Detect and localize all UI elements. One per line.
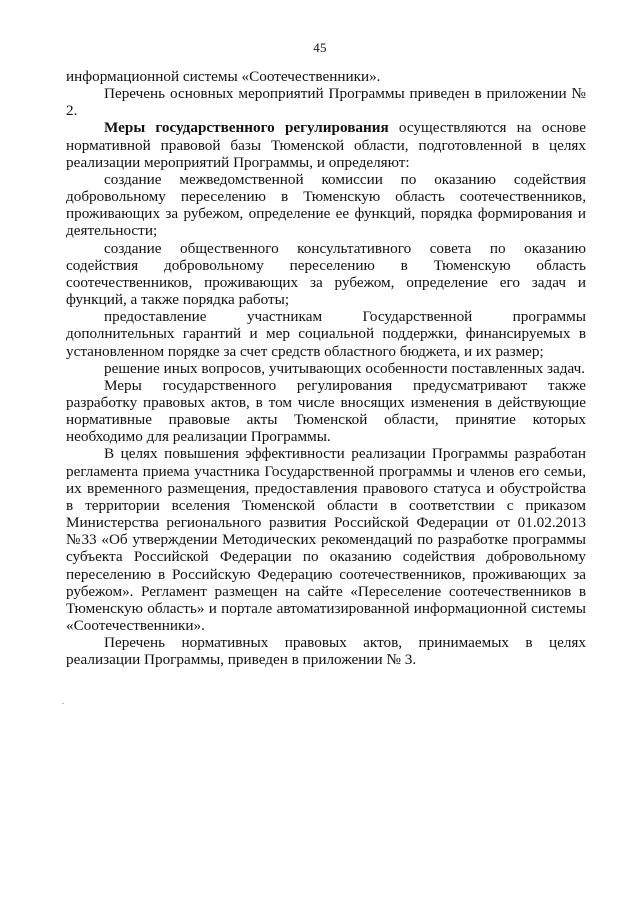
paragraph-regulation-measures bbox=[66, 119, 586, 170]
paragraph-text: информационной системы «Соотечественники». bbox=[66, 68, 381, 85]
document-body bbox=[66, 68, 586, 668]
paragraph-text: Меры государственного регулирования предусматривают также разработку правовых актов, в том числе вносящих изменения в действующие нормативные правовые акты Тюменской области, принятие которых необходимо для реализации Программы. bbox=[66, 376, 586, 446]
page-number: 45 bbox=[313, 40, 327, 55]
paragraph-continuation bbox=[66, 68, 586, 85]
paragraph-text: В целях повышения эффективности реализации Программы разработан регламента приема участника Государственной программы и членов его семьи, их временного размещения, предоставления правового статуса и обустройства в территории вселения Тюменской области в соответствии с приказом Министерства регионального развития Российской Федерации от 01.02.2013 №33 «Об утверждении Методических рекомендаций по разработке программы субъекта Российской Федерации по оказанию содействия добровольному переселению в Российскую Федерацию соотечественников, проживающих за рубежом». Регламент размещен на сайте «Переселение соотечественников в Тюменскую область» и портале автоматизированной информационной системы «Соотечественники». bbox=[66, 445, 586, 634]
bold-lead: Меры государственного регулирования bbox=[104, 119, 389, 137]
paragraph-guarantees bbox=[66, 308, 586, 359]
paragraph-reglament bbox=[66, 445, 586, 634]
paragraph-other-issues bbox=[66, 360, 586, 377]
paragraph-text: создание межведомственной комиссии по оказанию содействия добровольному переселению в Тюменскую область соотечественников, проживающих за рубежом, определение ее функций, порядка формирования и деятельности; bbox=[66, 170, 586, 240]
paragraph-appendix-3 bbox=[66, 634, 586, 668]
paragraph-appendix-2 bbox=[66, 85, 586, 119]
paragraph-text: предоставление участникам Государственной программы дополнительных гарантий и мер социальной поддержки, финансируемых в установленном порядке за счет средств областного бюджета, и их размер; bbox=[66, 308, 586, 360]
paragraph-text: решение иных вопросов, учитывающих особенности поставленных задач. bbox=[104, 359, 586, 377]
paragraph-text: Перечень нормативных правовых актов, принимаемых в целях реализации Программы, приведен в приложении № 3. bbox=[66, 634, 586, 669]
paragraph-text: создание общественного консультативного совета по оказанию содействия добровольному переселению в Тюменскую область соотечественников, проживающих за рубежом, определение его задач и функций, а также порядка работы; bbox=[66, 239, 586, 309]
paragraph-council bbox=[66, 240, 586, 309]
scan-mark bbox=[62, 703, 64, 704]
paragraph-legal-acts bbox=[66, 377, 586, 446]
paragraph-text: Перечень основных мероприятий Программы приведен в приложении № 2. bbox=[66, 85, 586, 120]
paragraph-commission bbox=[66, 171, 586, 240]
paragraph-text: осуществляются на основе нормативной правовой базы Тюменской области, подготовленной в целях реализации мероприятий Программы, и определяют: bbox=[66, 119, 587, 171]
